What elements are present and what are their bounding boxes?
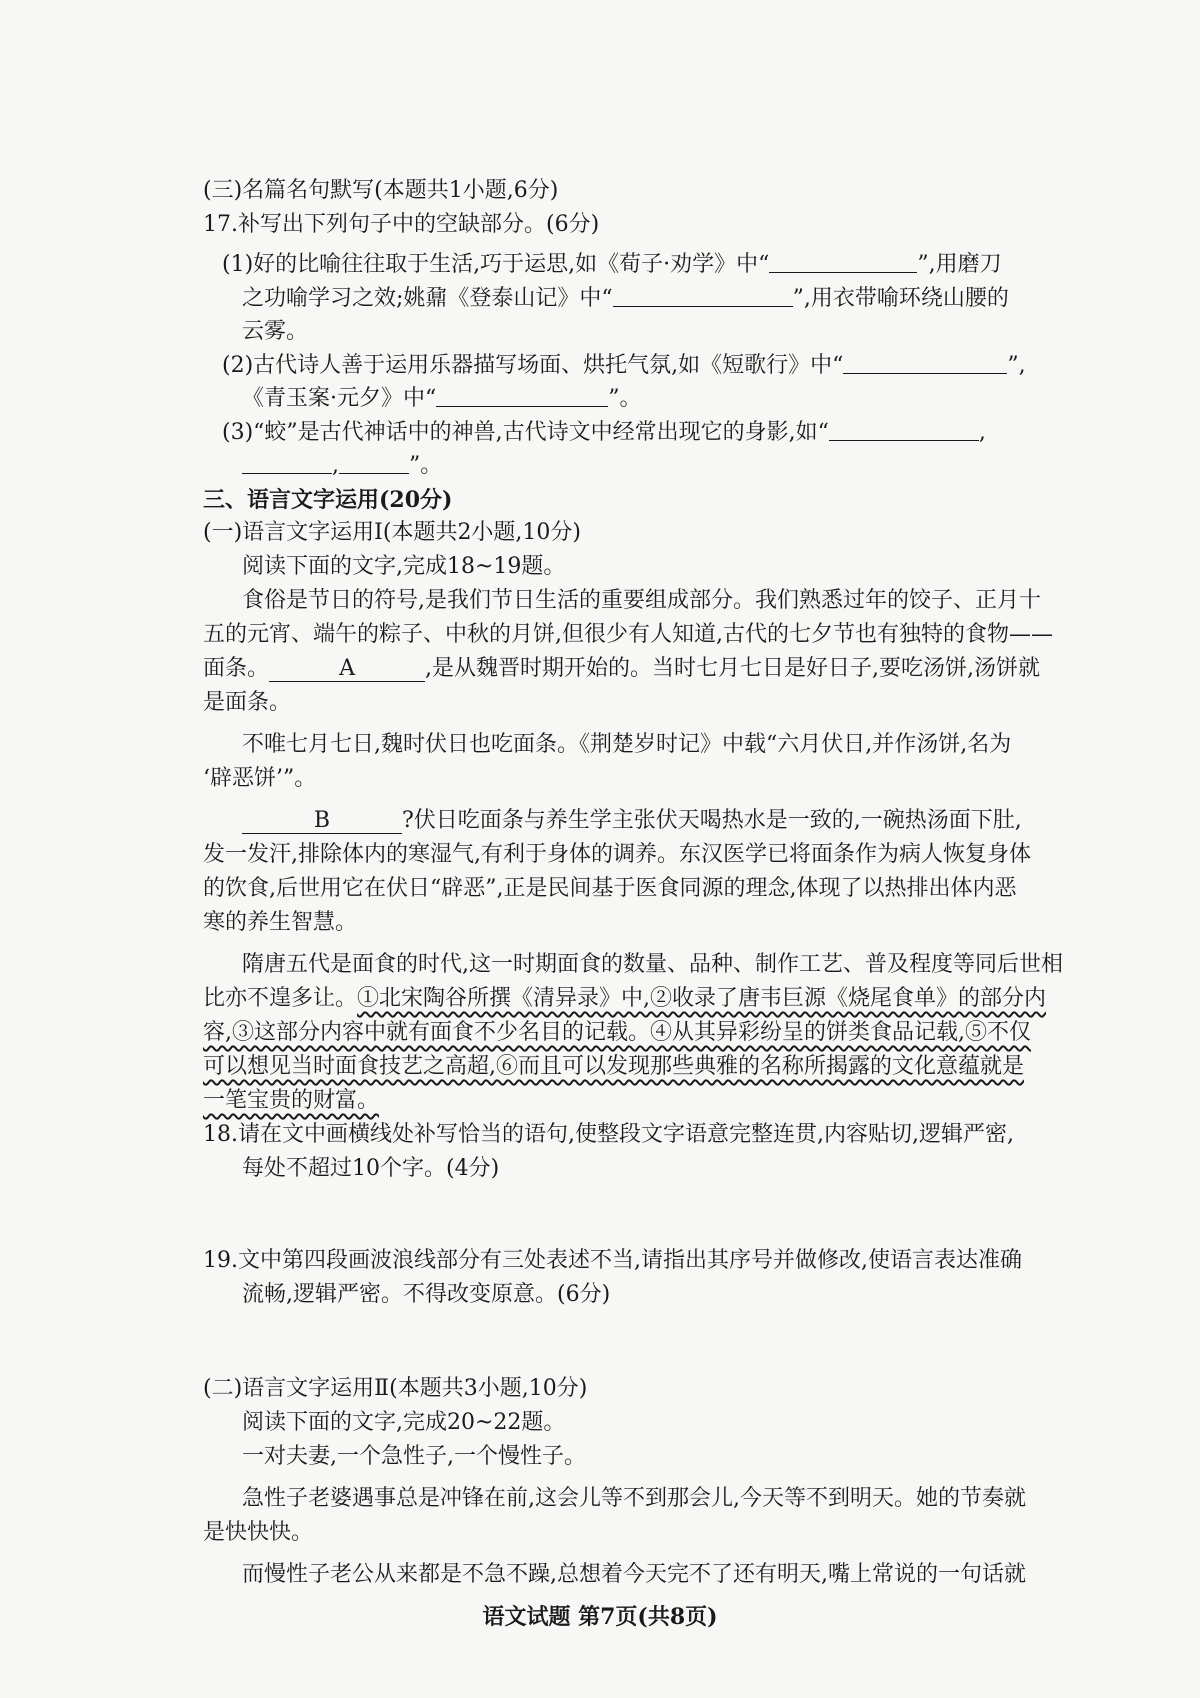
passage-para-3-line-2: 发一发汗,排除体内的寒湿气,有利于身体的调养。东汉医学已将面条作为病人恢复身体 [203,842,1031,867]
part-2-heading: (二)语言文字运用Ⅱ(本题共3小题,10分) [203,1376,588,1401]
passage-para-1-line-3: 面条。 A ,是从魏晋时期开始的。当时七月七日是好日子,要吃汤饼,汤饼就 [203,656,1040,681]
passage-para-4-line-1: 隋唐五代是面食的时代,这一时期面食的数量、品种、制作工艺、普及程度等同后世相 [242,952,1063,977]
part-2-instruction: 阅读下面的文字,完成20~22题。 [242,1410,566,1435]
passage-para-1-line-1: 食俗是节日的符号,是我们节日生活的重要组成部分。我们熟悉过年的饺子、正月十 [242,588,1041,613]
wavy-underlined-text: 容,③这部分内容中就有面食不少名目的记载。④从其异彩纷呈的饼类食品记载,⑤不仅 [203,1020,1031,1045]
section-heading-famous-lines: (三)名篇名句默写(本题共1小题,6分) [203,178,559,203]
question-19-line-2: 流畅,逻辑严密。不得改变原意。(6分) [242,1282,611,1307]
passage-para-4-line-3 [203,1018,1031,1048]
passage-para-4-line-4 [203,1052,1024,1082]
answer-blank[interactable] [436,384,608,407]
question-17-item-2-line-1: (2)古代诗人善于运用乐器描写场面、烘托气氛,如《短歌行》中“ ”, [222,353,1026,378]
wavy-underlined-text: 可以想见当时面食技艺之高超,⑥而且可以发现那些典雅的名称所揭露的文化意蕴就是 [203,1054,1024,1079]
answer-blank[interactable] [769,250,917,273]
passage-2-para-3-line-1: 而慢性子老公从来都是不急不躁,总想着今天完不了还有明天,嘴上常说的一句话就 [242,1562,1026,1587]
answer-blank[interactable] [829,418,979,441]
passage-para-4-line-2: 比亦不遑多让。①北宋陶谷所撰《清异录》中,②收录了唐韦巨源《烧尾食单》的部分内 [203,986,1047,1011]
answer-blank[interactable] [339,451,409,474]
passage-2-para-1: 一对夫妻,一个急性子,一个慢性子。 [242,1444,586,1469]
section-3-title: 三、语言文字运用(20分) [203,487,453,513]
answer-blank[interactable] [242,451,332,474]
question-17-item-3-line-1: (3)“蛟”是古代神话中的神兽,古代诗文中经常出现它的身影,如“ , [222,420,986,445]
wavy-underlined-text: ①北宋陶谷所撰《清异录》中,②收录了唐韦巨源《烧尾食单》的部分内 [357,986,1047,1011]
question-17-item-1-line-1: (1)好的比喻往往取于生活,巧于运思,如《荀子·劝学》中“ ”,用磨刀 [222,252,1002,277]
passage-2-para-2-line-1: 急性子老婆遇事总是冲锋在前,这会儿等不到那会儿,今天等不到明天。她的节奏就 [242,1486,1026,1511]
passage-para-3-line-1: B ?伏日吃面条与养生学主张伏天喝热水是一致的,一碗热汤面下肚, [242,806,1022,836]
question-17-item-1-line-3: 云雾。 [242,319,309,344]
question-18-line-2: 每处不超过10个字。(4分) [242,1156,500,1181]
page-footer: 语文试题 第7页(共8页) [482,1604,718,1630]
part-1-heading: (一)语言文字运用Ⅰ(本题共2小题,10分) [203,520,582,545]
passage-para-3-line-3: 的饮食,后世用它在伏日“辟恶”,正是民间基于医食同源的理念,体现了以热排出体内恶 [203,876,1017,901]
answer-blank[interactable] [613,284,793,307]
passage-para-1-line-2: 五的元宵、端午的粽子、中秋的月饼,但很少有人知道,古代的七夕节也有独特的食物—— [203,622,1053,647]
question-18-line-1: 18.请在文中画横线处补写恰当的语句,使整段文字语意完整连贯,内容贴切,逻辑严密, [203,1122,1014,1147]
passage-para-2-line-2: ‘辟恶饼’”。 [203,766,317,791]
question-17-item-2-line-2: 《青玉案·元夕》中“ ”。 [242,386,642,411]
passage-para-3-line-4: 寒的养生智慧。 [203,910,358,935]
passage-2-para-2-line-2: 是快快快。 [203,1520,314,1545]
question-17-stem: 17.补写出下列句子中的空缺部分。(6分) [203,212,600,237]
blank-b[interactable]: B [242,809,402,834]
wavy-underlined-text: 一笔宝贵的财富。 [203,1088,380,1113]
question-17-item-3-line-2: , ”。 [242,451,442,481]
passage-para-1-line-4: 是面条。 [203,690,292,715]
question-19-line-1: 19.文中第四段画波浪线部分有三处表述不当,请指出其序号并做修改,使语言表达准确 [203,1248,1022,1273]
answer-blank[interactable] [843,351,1007,374]
blank-a[interactable]: A [269,657,425,682]
part-1-instruction: 阅读下面的文字,完成18~19题。 [242,554,566,579]
passage-para-2-line-1: 不唯七月七日,魏时伏日也吃面条。《荆楚岁时记》中载“六月伏日,并作汤饼,名为 [242,732,1012,757]
question-17-item-1-line-2: 之功喻学习之效;姚鼐《登泰山记》中“ ”,用衣带喻环绕山腰的 [242,286,1009,311]
passage-para-4-line-5 [203,1086,379,1116]
